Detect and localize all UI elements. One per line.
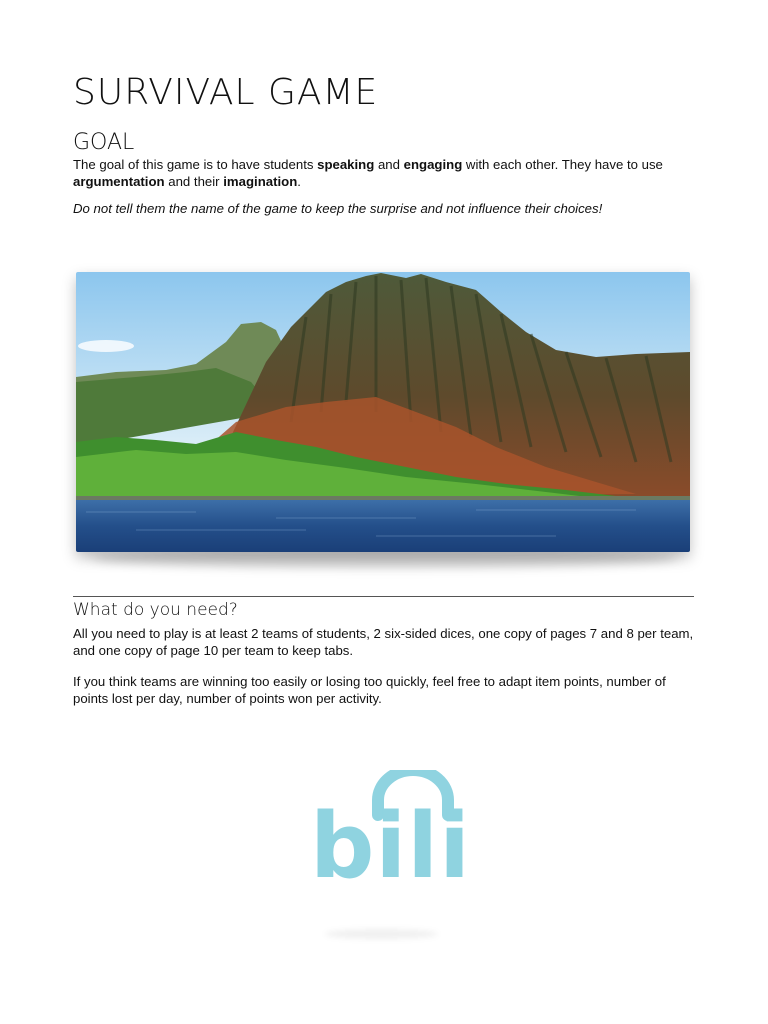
goal-paragraph <box>73 157 698 190</box>
goal-bold-argumentation: argumentation <box>73 173 165 189</box>
goal-text-4: and their <box>164 173 224 189</box>
need-heading: What do you need? <box>73 600 238 620</box>
need-paragraph-2: If you think teams are winning too easily or losing too quickly, feel free to adapt item points, number of points lost per day, number of points won per activity. <box>73 674 666 706</box>
section-divider <box>73 596 694 597</box>
goal-bold-imagination: imagination <box>223 173 298 189</box>
need-paragraph-1: All you need to play is at least 2 teams of students, 2 six-sided dices, one copy of pages 7 and 8 per team, and one copy of page 10 per team to keep tabs. <box>73 626 694 658</box>
goal-text-2: and <box>374 157 404 172</box>
page-title: SURVIVAL GAME <box>73 72 379 113</box>
logo-wordmark: bili <box>310 794 471 899</box>
goal-text-1: The goal of this game is to have students <box>73 157 318 172</box>
goal-note: Do not tell them the name of the game to keep the surprise and not influence their choices! <box>73 201 603 216</box>
goal-bold-speaking: speaking <box>317 157 375 172</box>
goal-text-5: . <box>297 173 301 189</box>
goal-text-3: with each other. They have to use <box>462 157 663 172</box>
goal-bold-engaging: engaging <box>403 157 463 172</box>
logo-shadow <box>325 929 438 939</box>
mountain-coast-photo <box>76 272 690 552</box>
goal-heading: GOAL <box>73 130 135 155</box>
